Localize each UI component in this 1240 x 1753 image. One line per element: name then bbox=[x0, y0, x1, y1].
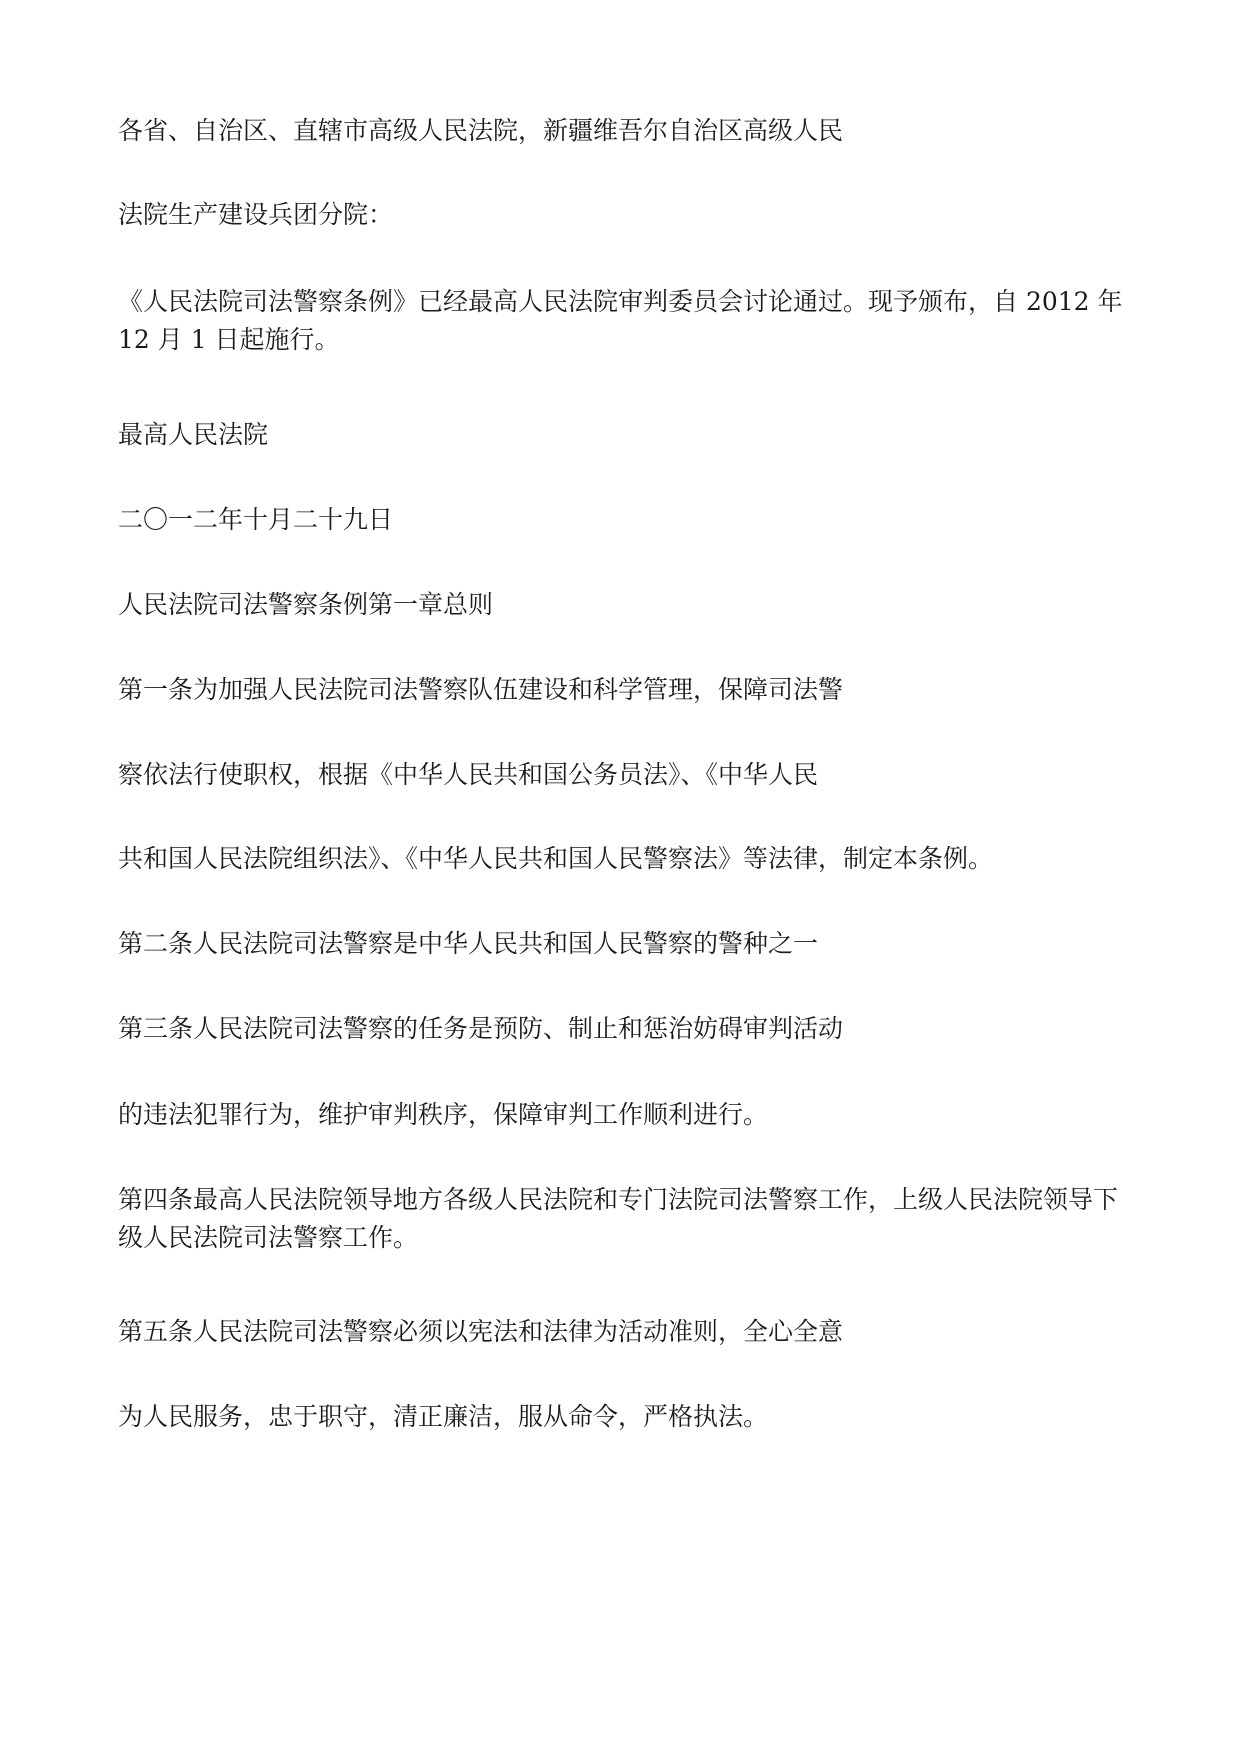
article-2: 第二条人民法院司法警察是中华人民共和国人民警察的警种之一 bbox=[118, 929, 819, 958]
addressee-line-1: 各省、自治区、直辖市高级人民法院，新疆维吾尔自治区高级人民 bbox=[118, 116, 844, 145]
article-1-line-3: 共和国人民法院组织法》、《中华人民共和国人民警察法》等法律，制定本条例。 bbox=[118, 844, 994, 873]
article-3-line-2: 的违法犯罪行为，维护审判秩序，保障审判工作顺利进行。 bbox=[118, 1100, 769, 1129]
article-4: 第四条最高人民法院领导地方各级人民法院和专门法院司法警察工作，上级人民法院领导下级人民法院司法警察工作。 bbox=[118, 1185, 1119, 1252]
chapter-heading: 人民法院司法警察条例第一章总则 bbox=[118, 590, 494, 619]
issuer-name: 最高人民法院 bbox=[118, 420, 269, 449]
article-3-line-1: 第三条人民法院司法警察的任务是预防、制止和惩治妨碍审判活动 bbox=[118, 1014, 844, 1043]
article-5-line-1: 第五条人民法院司法警察必须以宪法和法律为活动准则，全心全意 bbox=[118, 1317, 844, 1346]
article-5-line-2: 为人民服务，忠于职守，清正廉洁，服从命令，严格执法。 bbox=[118, 1402, 769, 1431]
issue-date: 二〇一二年十月二十九日 bbox=[118, 505, 394, 534]
promulgation-paragraph: 《人民法院司法警察条例》已经最高人民法院审判委员会讨论通过。现予颁布，自 2012 年 12 月 1 日起施行。 bbox=[118, 287, 1123, 354]
article-1-line-2: 察依法行使职权，根据《中华人民共和国公务员法》、《中华人民 bbox=[118, 760, 819, 789]
addressee-line-2: 法院生产建设兵团分院： bbox=[118, 200, 394, 229]
article-1-line-1: 第一条为加强人民法院司法警察队伍建设和科学管理，保障司法警 bbox=[118, 675, 844, 704]
